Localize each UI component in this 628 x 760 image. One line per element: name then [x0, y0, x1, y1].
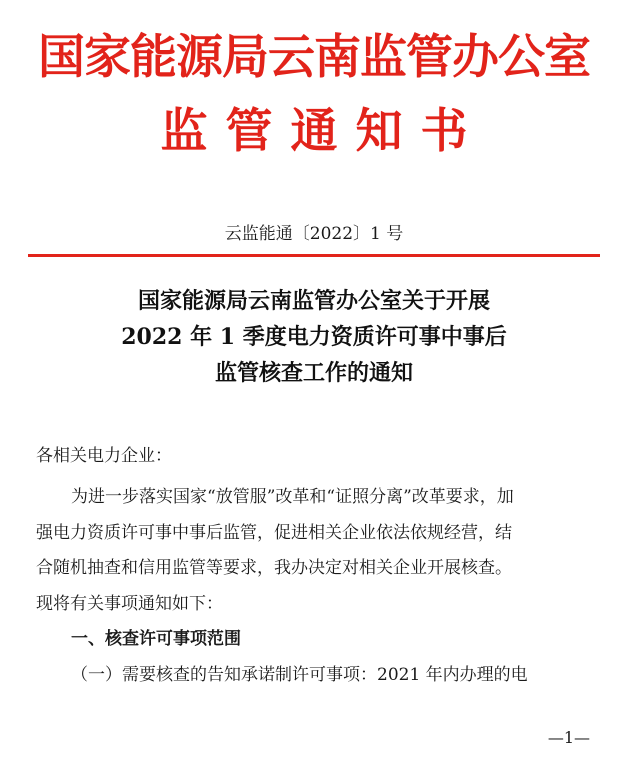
document-number: 云监能通〔2022〕1 号	[224, 224, 404, 244]
notice-title-line: 国家能源局云南监管办公室关于开展	[137, 288, 490, 314]
notice-title-line: 2022 年 1 季度电力资质许可事中事后	[121, 324, 507, 350]
paragraph-line: 强电力资质许可事中事后监管，促进相关企业依法依规经营，结	[36, 522, 512, 543]
salutation: 各相关电力企业：	[36, 446, 172, 466]
red-divider-line	[28, 254, 600, 257]
page-number: —1—	[547, 728, 590, 747]
document-type-title: 监管通知书	[160, 104, 486, 159]
subsection-line: （一）需要核查的告知承诺制许可事项：2021 年内办理的电	[71, 664, 528, 685]
notice-title	[0, 283, 628, 391]
section-heading: 一、核查许可事项范围	[71, 629, 241, 649]
paragraph-line: 合随机抽查和信用监管等要求，我办决定对相关企业开展核查。	[36, 558, 512, 578]
body-text	[36, 480, 592, 693]
paragraph-line: 现将有关事项通知如下：	[36, 593, 223, 614]
notice-title-line: 监管核查工作的通知	[214, 360, 413, 386]
paragraph-line: 为进一步落实国家“放管服”改革和“证照分离”改革要求，加	[71, 487, 514, 507]
agency-title: 国家能源局云南监管办公室	[38, 30, 590, 85]
